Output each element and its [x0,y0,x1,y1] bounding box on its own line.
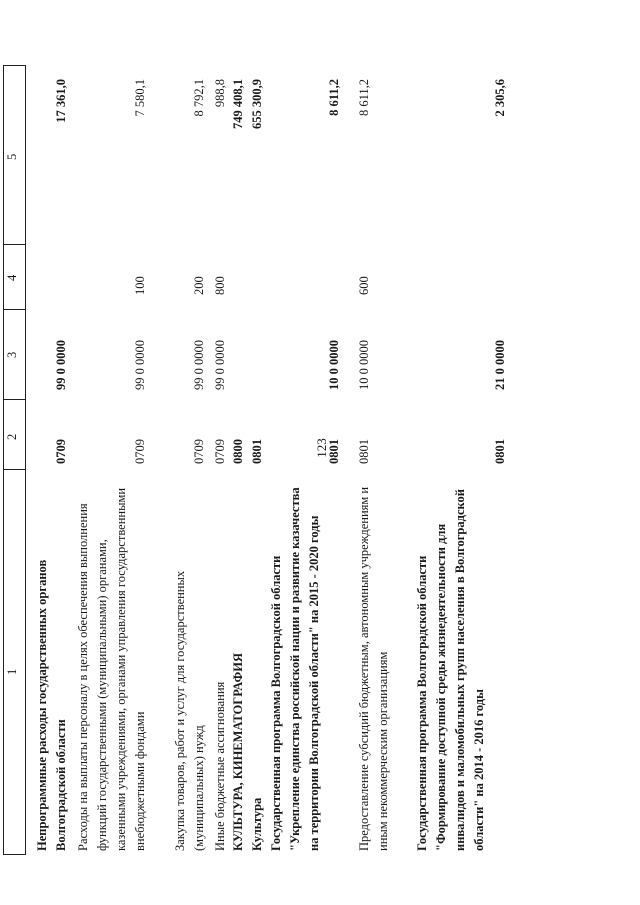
row-target: 10 0 0000 [357,340,371,390]
budget-table [3,65,513,855]
row-name: Иные бюджетные ассигнования [213,681,227,851]
header-bottom-border [25,65,26,855]
row-target: 21 0 0000 [493,340,507,390]
row-amount: 8 792,1 [192,79,206,117]
row-type: 200 [192,276,206,295]
header-divider [3,244,25,245]
row-code: 0709 [133,439,147,464]
row-amount: 17 361,0 [54,79,68,123]
row-name: Культура [250,797,264,851]
row-target: 99 0 0000 [213,340,227,390]
column-header: 1 [5,668,19,675]
header-divider [3,309,25,310]
row-code: 0800 [231,439,245,464]
row-code: 0801 [357,439,371,464]
row-code: 0709 [213,439,227,464]
row-target: 99 0 0000 [133,340,147,390]
row-code: 0709 [192,439,206,464]
row-type: 800 [213,276,227,295]
row-amount: 8 611,2 [357,79,371,117]
row-name: Государственная программа Волгоградской области "Формирование доступной среды жизнедеятельности для инвалидов и маломобильных групп населения в Волгоградской области" на 2014 - 2016 годы [415,489,486,851]
row-target: 99 0 0000 [192,340,206,390]
header-divider [3,469,25,470]
row-type: 600 [357,276,371,295]
row-target: 99 0 0000 [54,340,68,390]
page-number: 123 [313,438,329,458]
column-header: 4 [5,274,19,281]
row-type: 100 [133,276,147,295]
row-name: Непрограммные расходы государственных органов Волгоградской области [35,559,68,851]
row-code: 0801 [327,439,341,464]
column-header: 2 [5,433,19,440]
row-name: КУЛЬТУРА, КИНЕМАТОГРАФИЯ [231,653,245,851]
header-divider [3,854,25,855]
row-name: Государственная программа Волгоградской области "Укрепление единства российской нации и развитие казачества на территории Волгоградской области" на 2015 - 2020 годы [269,487,321,851]
header-divider [3,399,25,400]
row-code: 0801 [250,439,264,464]
row-name: Расходы на выплаты персоналу в целях обеспечения выполнения функций государственными (муниципальными) органами, казенными учреждениями, органами управления государственными внебюджетными фондами [76,487,147,851]
table-top-border [3,65,4,855]
row-amount: 988,8 [213,79,227,108]
row-name: Предоставление субсидий бюджетным, автономным учреждениям и иным некоммерческим организациям [357,486,390,851]
row-amount: 8 611,2 [327,79,341,116]
row-target: 10 0 0000 [327,340,341,390]
row-code: 0709 [54,439,68,464]
row-amount: 749 408,1 [231,79,245,129]
row-amount: 655 300,9 [250,79,264,129]
column-header: 5 [5,153,19,160]
row-amount: 2 305,6 [493,79,507,117]
row-amount: 7 580,1 [133,79,147,117]
row-code: 0801 [493,439,507,464]
column-header: 3 [5,351,19,358]
row-name: Закупка товаров, работ и услуг для государственных (муниципальных) нужд [173,570,206,851]
header-divider [3,65,25,66]
